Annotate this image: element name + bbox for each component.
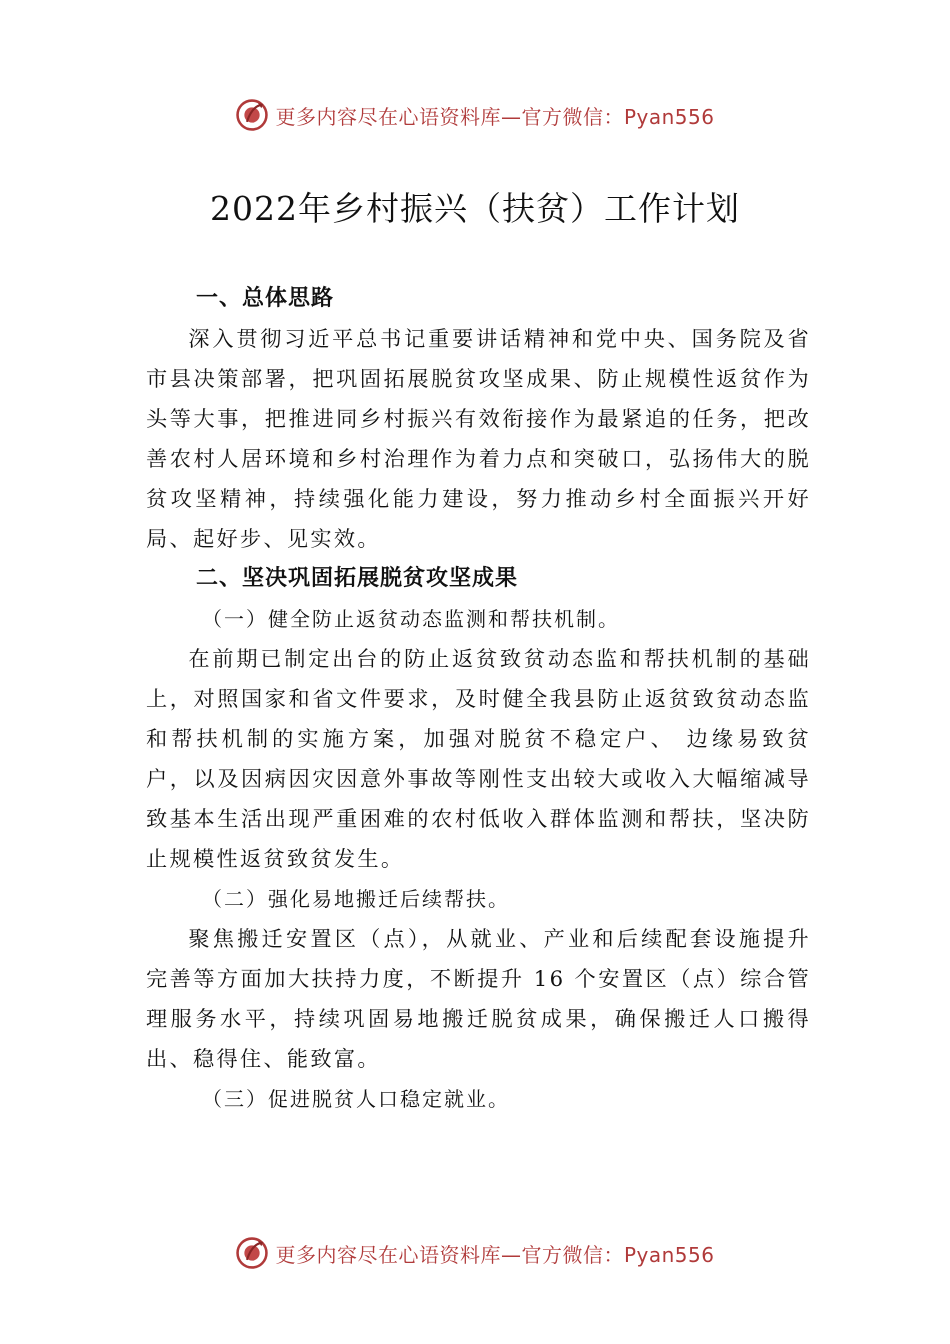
section-heading: 二、坚决巩固拓展脱贫攻坚成果 xyxy=(196,566,519,591)
section-paragraph: 深入贯彻习近平总书记重要讲话精神和党中央、国务院及省市县决策部署，把巩固拓展脱贫攻坚成果、防止规模性返贫作为头等大事，把推进同乡村振兴有效衔接作为最紧追的任务，把改善农村人居环境和乡村治理作为着力点和突破口，弘扬伟大的脱贫攻坚精神，持续强化能力建设，努力推动乡村全面振兴开好局、起好步、见实效。 xyxy=(146,326,811,551)
brand-logo-icon xyxy=(235,98,269,132)
watermark-text: 更多内容尽在心语资料库—官方微信：Pyan556 xyxy=(275,104,715,129)
watermark-text: 更多内容尽在心语资料库—官方微信：Pyan556 xyxy=(275,1242,715,1267)
subsection-heading: （三）促进脱贫人口稳定就业。 xyxy=(202,1087,510,1111)
watermark-footer xyxy=(0,1233,950,1273)
document-title: 2022年乡村振兴（扶贫）工作计划 xyxy=(210,189,740,228)
document-body xyxy=(146,279,811,1119)
brand-logo-icon xyxy=(235,1236,269,1270)
subsection-paragraph: 聚焦搬迁安置区（点），从就业、产业和后续配套设施提升完善等方面加大扶持力度，不断提升 16 个安置区（点）综合管理服务水平，持续巩固易地搬迁脱贫成果，确保搬迁人口搬得出、稳得住、能致富。 xyxy=(146,926,811,1071)
subsection-heading: （一）健全防止返贫动态监测和帮扶机制。 xyxy=(202,607,620,631)
subsection-paragraph: 在前期已制定出台的防止返贫致贫动态监和帮扶机制的基础上，对照国家和省文件要求，及时健全我县防止返贫致贫动态监和帮扶机制的实施方案，加强对脱贫不稳定户、 边缘易致贫户，以及因病因灾因意外事故等刚性支出较大或收入大幅缩减导致基本生活出现严重困难的农村低收入群体监测和帮扶，坚决防止规模性返贫致贫发生。 xyxy=(146,646,811,871)
subsection-heading: （二）强化易地搬迁后续帮扶。 xyxy=(202,887,510,911)
section-heading: 一、总体思路 xyxy=(196,286,335,311)
watermark-header xyxy=(0,95,950,135)
